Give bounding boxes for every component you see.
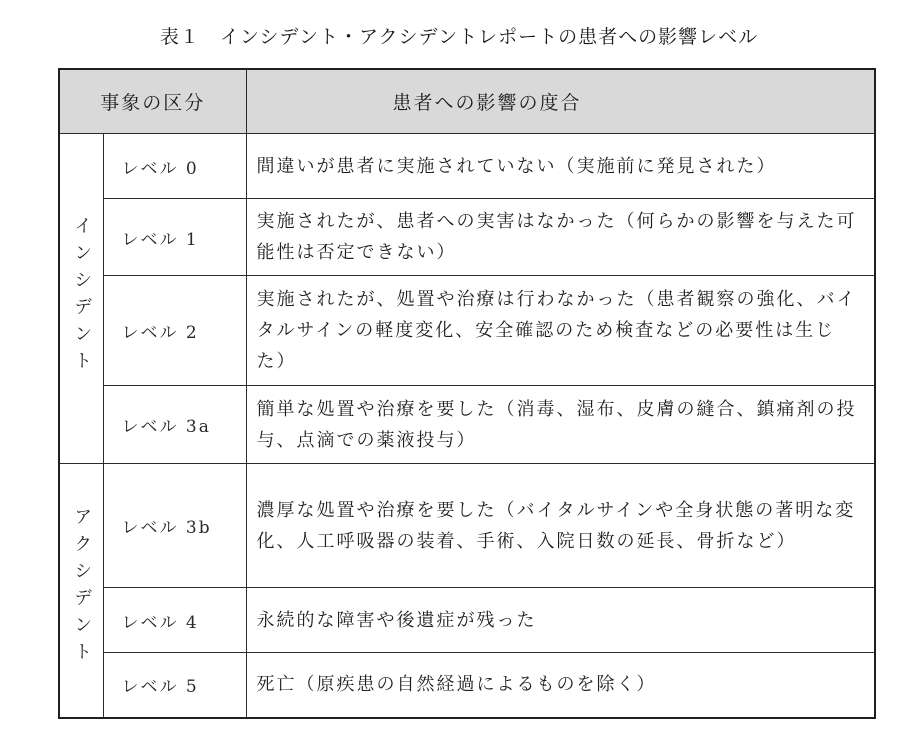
table-row: [59, 134, 875, 199]
table-row: [59, 276, 875, 386]
description-cell: 死亡（原疾患の自然経過によるものを除く）: [246, 653, 875, 718]
impact-level-table: [58, 68, 876, 719]
category-column-header: 事象の区分: [59, 69, 246, 134]
level-cell: レベル 0: [103, 134, 246, 199]
impact-column-header: 患者への影響の度合: [246, 69, 875, 134]
table-header-row: [59, 69, 875, 134]
incident-category-label: インシデント: [71, 215, 93, 378]
description-cell: 間違いが患者に実施されていない（実施前に発見された）: [246, 134, 875, 199]
table-caption: 表１ インシデント・アクシデントレポートの患者への影響レベル: [159, 26, 759, 48]
level-cell: レベル 2: [103, 276, 246, 386]
table-row: [59, 653, 875, 718]
level-cell: レベル 5: [103, 653, 246, 718]
level-cell: レベル 3b: [103, 464, 246, 588]
description-cell: 永続的な障害や後遺症が残った: [246, 588, 875, 653]
table-row: [59, 199, 875, 276]
description-cell: 実施されたが、患者への実害はなかった（何らかの影響を与えた可能性は否定できない）: [246, 199, 875, 276]
level-cell: レベル 4: [103, 588, 246, 653]
incident-category-cell: [59, 134, 103, 464]
accident-category-label: アクシデント: [71, 507, 93, 670]
table-row: [59, 588, 875, 653]
description-cell: 簡単な処置や治療を要した（消毒、湿布、皮膚の縫合、鎮痛剤の投与、点滴での薬液投与）: [246, 386, 875, 464]
level-cell: レベル 3a: [103, 386, 246, 464]
table-row: [59, 386, 875, 464]
table-row: [59, 464, 875, 588]
description-cell: 濃厚な処置や治療を要した（バイタルサインや全身状態の著明な変化、人工呼吸器の装着、手術、入院日数の延長、骨折など）: [246, 464, 875, 588]
accident-category-cell: [59, 464, 103, 718]
description-cell: 実施されたが、処置や治療は行わなかった（患者観察の強化、バイタルサインの軽度変化、安全確認のため検査などの必要性は生じた）: [246, 276, 875, 386]
level-cell: レベル 1: [103, 199, 246, 276]
